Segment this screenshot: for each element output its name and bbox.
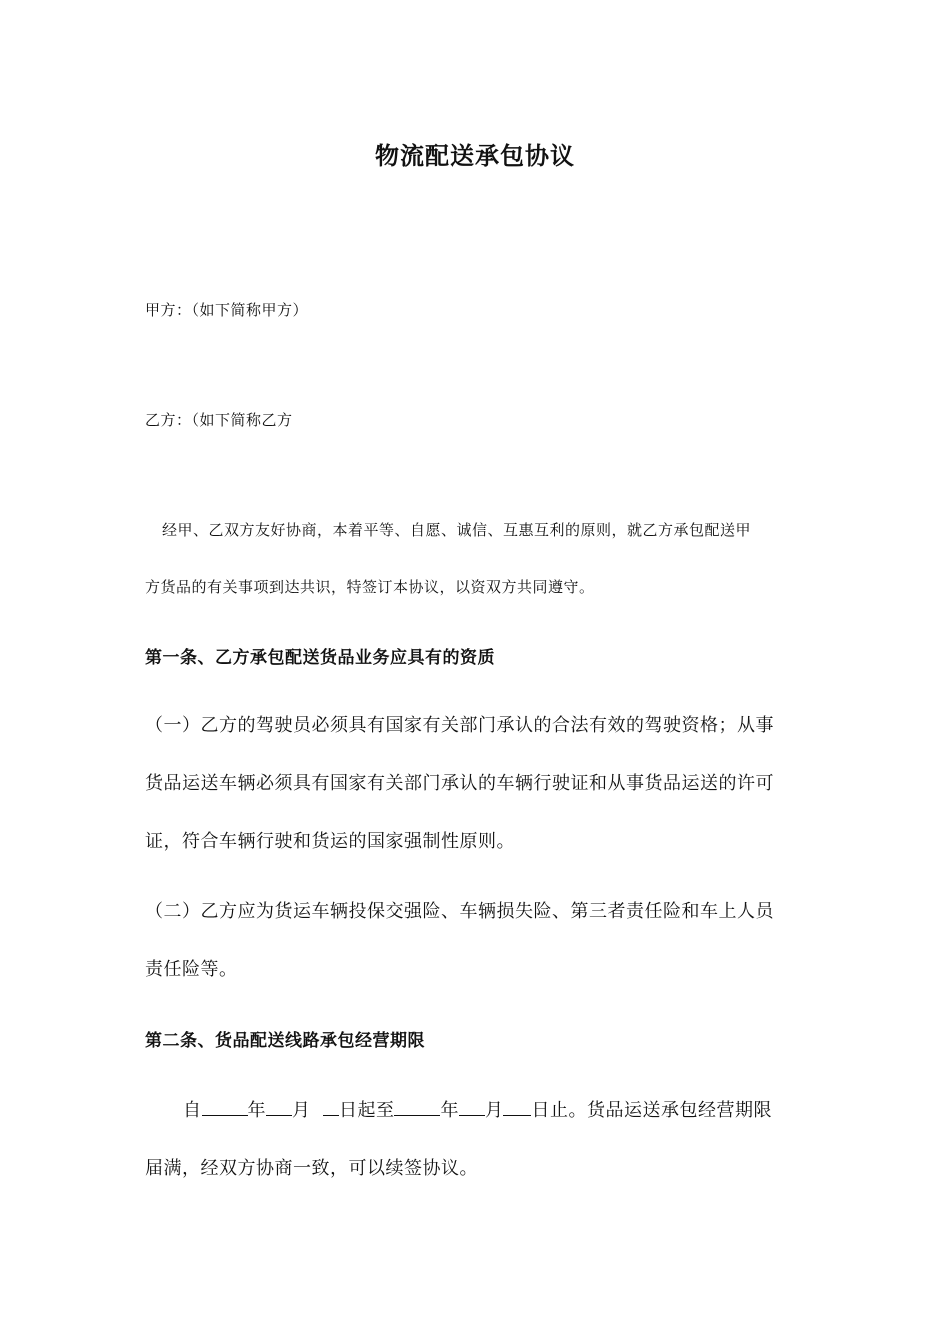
article1-item1-line1: （一）乙方的驾驶员必须具有国家有关部门承认的合法有效的驾驶资格；从事 [145, 715, 774, 736]
term-end-text: 日止。货品运送承包经营期限 [531, 1100, 772, 1121]
term-year2-text: 年 [440, 1100, 459, 1121]
end-month-blank [459, 1097, 485, 1116]
end-year-blank [394, 1097, 440, 1116]
article1-item2-line1: （二）乙方应为货运车辆投保交强险、车辆损失险、第三者责任险和车上人员 [145, 901, 774, 922]
start-day-blank [323, 1097, 339, 1116]
start-year-blank [202, 1097, 248, 1116]
article1-item2-line2: 责任险等。 [145, 959, 238, 980]
term-month-text: 月 [292, 1100, 311, 1121]
intro-line-1: 经甲、乙双方友好协商，本着平等、自愿、诚信、互惠互利的原则，就乙方承包配送甲 [162, 521, 752, 539]
article2-line1 [183, 1096, 772, 1122]
start-month-blank [266, 1097, 292, 1116]
end-day-blank [503, 1097, 531, 1116]
term-from-text: 自 [183, 1100, 202, 1121]
article1-item1-line2: 货品运送车辆必须具有国家有关部门承认的车辆行驶证和从事货品运送的许可 [145, 773, 774, 794]
article1-item1-line3: 证，符合车辆行驶和货运的国家强制性原则。 [145, 831, 515, 852]
term-year-text: 年 [247, 1100, 266, 1121]
article2-heading: 第二条、货品配送线路承包经营期限 [145, 1031, 425, 1051]
article2-line2: 届满，经双方协商一致，可以续签协议。 [145, 1158, 478, 1179]
document-title: 物流配送承包协议 [375, 141, 575, 170]
party-b-line: 乙方：（如下简称乙方 [145, 411, 293, 429]
article1-heading: 第一条、乙方承包配送货品业务应具有的资质 [145, 648, 495, 668]
term-until-text: 日起至 [338, 1100, 395, 1121]
term-month2-text: 月 [484, 1100, 504, 1121]
intro-line-2: 方货品的有关事项到达共识，特签订本协议，以资双方共同遵守。 [145, 578, 595, 596]
party-a-line: 甲方：（如下简称甲方） [145, 301, 309, 319]
